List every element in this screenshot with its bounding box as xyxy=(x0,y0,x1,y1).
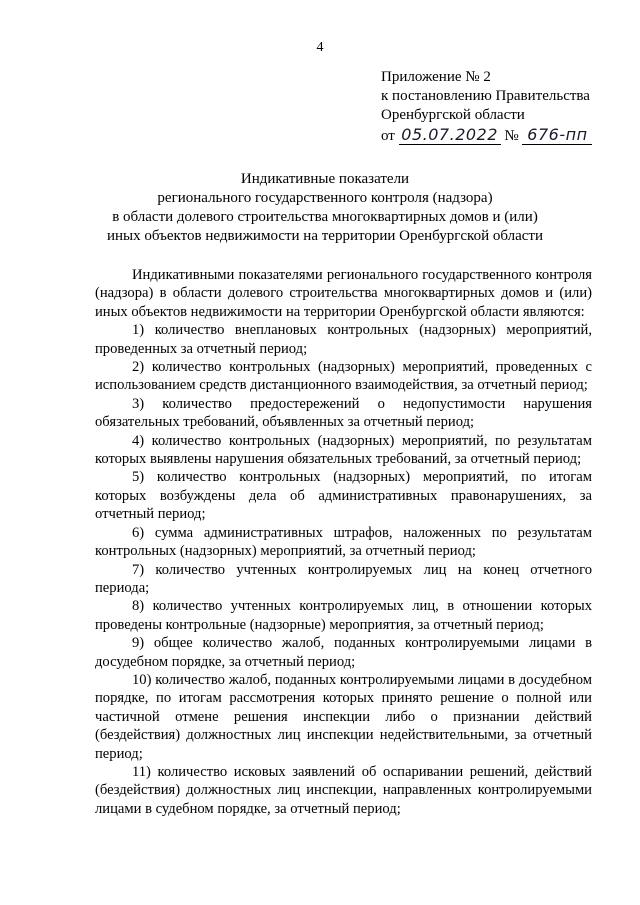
handwritten-date: 05.07.2022 xyxy=(399,125,501,145)
intro-paragraph: Индикативными показателями регионального государственного контроля (надзора) в области долевого строительства многоквартирных домов и (или) иных объектов недвижимости на территории Оренбургской области являются: xyxy=(95,267,592,320)
title-line-3: в области долевого строительства многоквартирных домов и (или) xyxy=(112,209,538,225)
document-title xyxy=(90,170,560,246)
appendix-region: Оренбургской области xyxy=(381,107,525,123)
list-item: 2) количество контрольных (надзорных) мероприятий, проведенных с использованием средств дистанционного взаимодействия, за отчетный период; xyxy=(95,359,592,394)
list-item: 6) сумма административных штрафов, наложенных по результатам контрольных (надзорных) мероприятий, за отчетный период; xyxy=(95,524,592,560)
list-item: 9) общее количество жалоб, поданных контролируемыми лицами в досудебном порядке, за отчетный период; xyxy=(95,635,592,670)
page-number: 4 xyxy=(316,40,324,55)
list-item: 5) количество контрольных (надзорных) мероприятий, по итогам которых возбуждены дела об административных правонарушениях, за отчетный период; xyxy=(95,469,592,523)
handwritten-number: 676-пп xyxy=(522,125,592,145)
list-item: 10) количество жалоб, поданных контролируемыми лицами в досудебном порядке, по итогам рассмотрения которых принято решение о полной или частичной отмене решения инспекции либо о признании действий (бездействия) должностных лиц инспекции недействительными, за отчетный период; xyxy=(95,671,592,762)
appendix-header xyxy=(381,68,592,146)
document-body xyxy=(95,266,592,818)
list-item: 11) количество исковых заявлений об оспаривании решений, действий (бездействия) должностных лиц инспекции, направленных контролируемыми лицами в судебном порядке, за отчетный период; xyxy=(95,763,592,817)
list-item: 4) количество контрольных (надзорных) мероприятий, по результатам которых выявлены нарушения обязательных требований, за отчетный период; xyxy=(95,432,592,468)
list-item: 8) количество учтенных контролируемых лиц, в отношении которых проведены контрольные (надзорные) мероприятия, за отчетный период; xyxy=(95,598,592,633)
appendix-resolution-ref: к постановлению Правительства xyxy=(381,88,590,104)
list-item: 1) количество внеплановых контрольных (надзорных) мероприятий, проведенных за отчетный период; xyxy=(95,322,592,357)
list-item: 7) количество учтенных контролируемых лиц на конец отчетного периода; xyxy=(95,561,592,596)
title-line-1: Индикативные показатели xyxy=(240,171,410,187)
date-prefix: от xyxy=(381,128,395,144)
appendix-label: Приложение № 2 xyxy=(381,69,491,85)
title-line-2: регионального государственного контроля (надзора) xyxy=(157,190,493,206)
list-item: 3) количество предостережений о недопустимости нарушения обязательных требований, объявленных за отчетный период; xyxy=(95,395,592,431)
appendix-date-line xyxy=(381,125,592,146)
number-sign: № xyxy=(504,128,519,144)
title-line-4: иных объектов недвижимости на территории Оренбургской области xyxy=(107,228,543,244)
